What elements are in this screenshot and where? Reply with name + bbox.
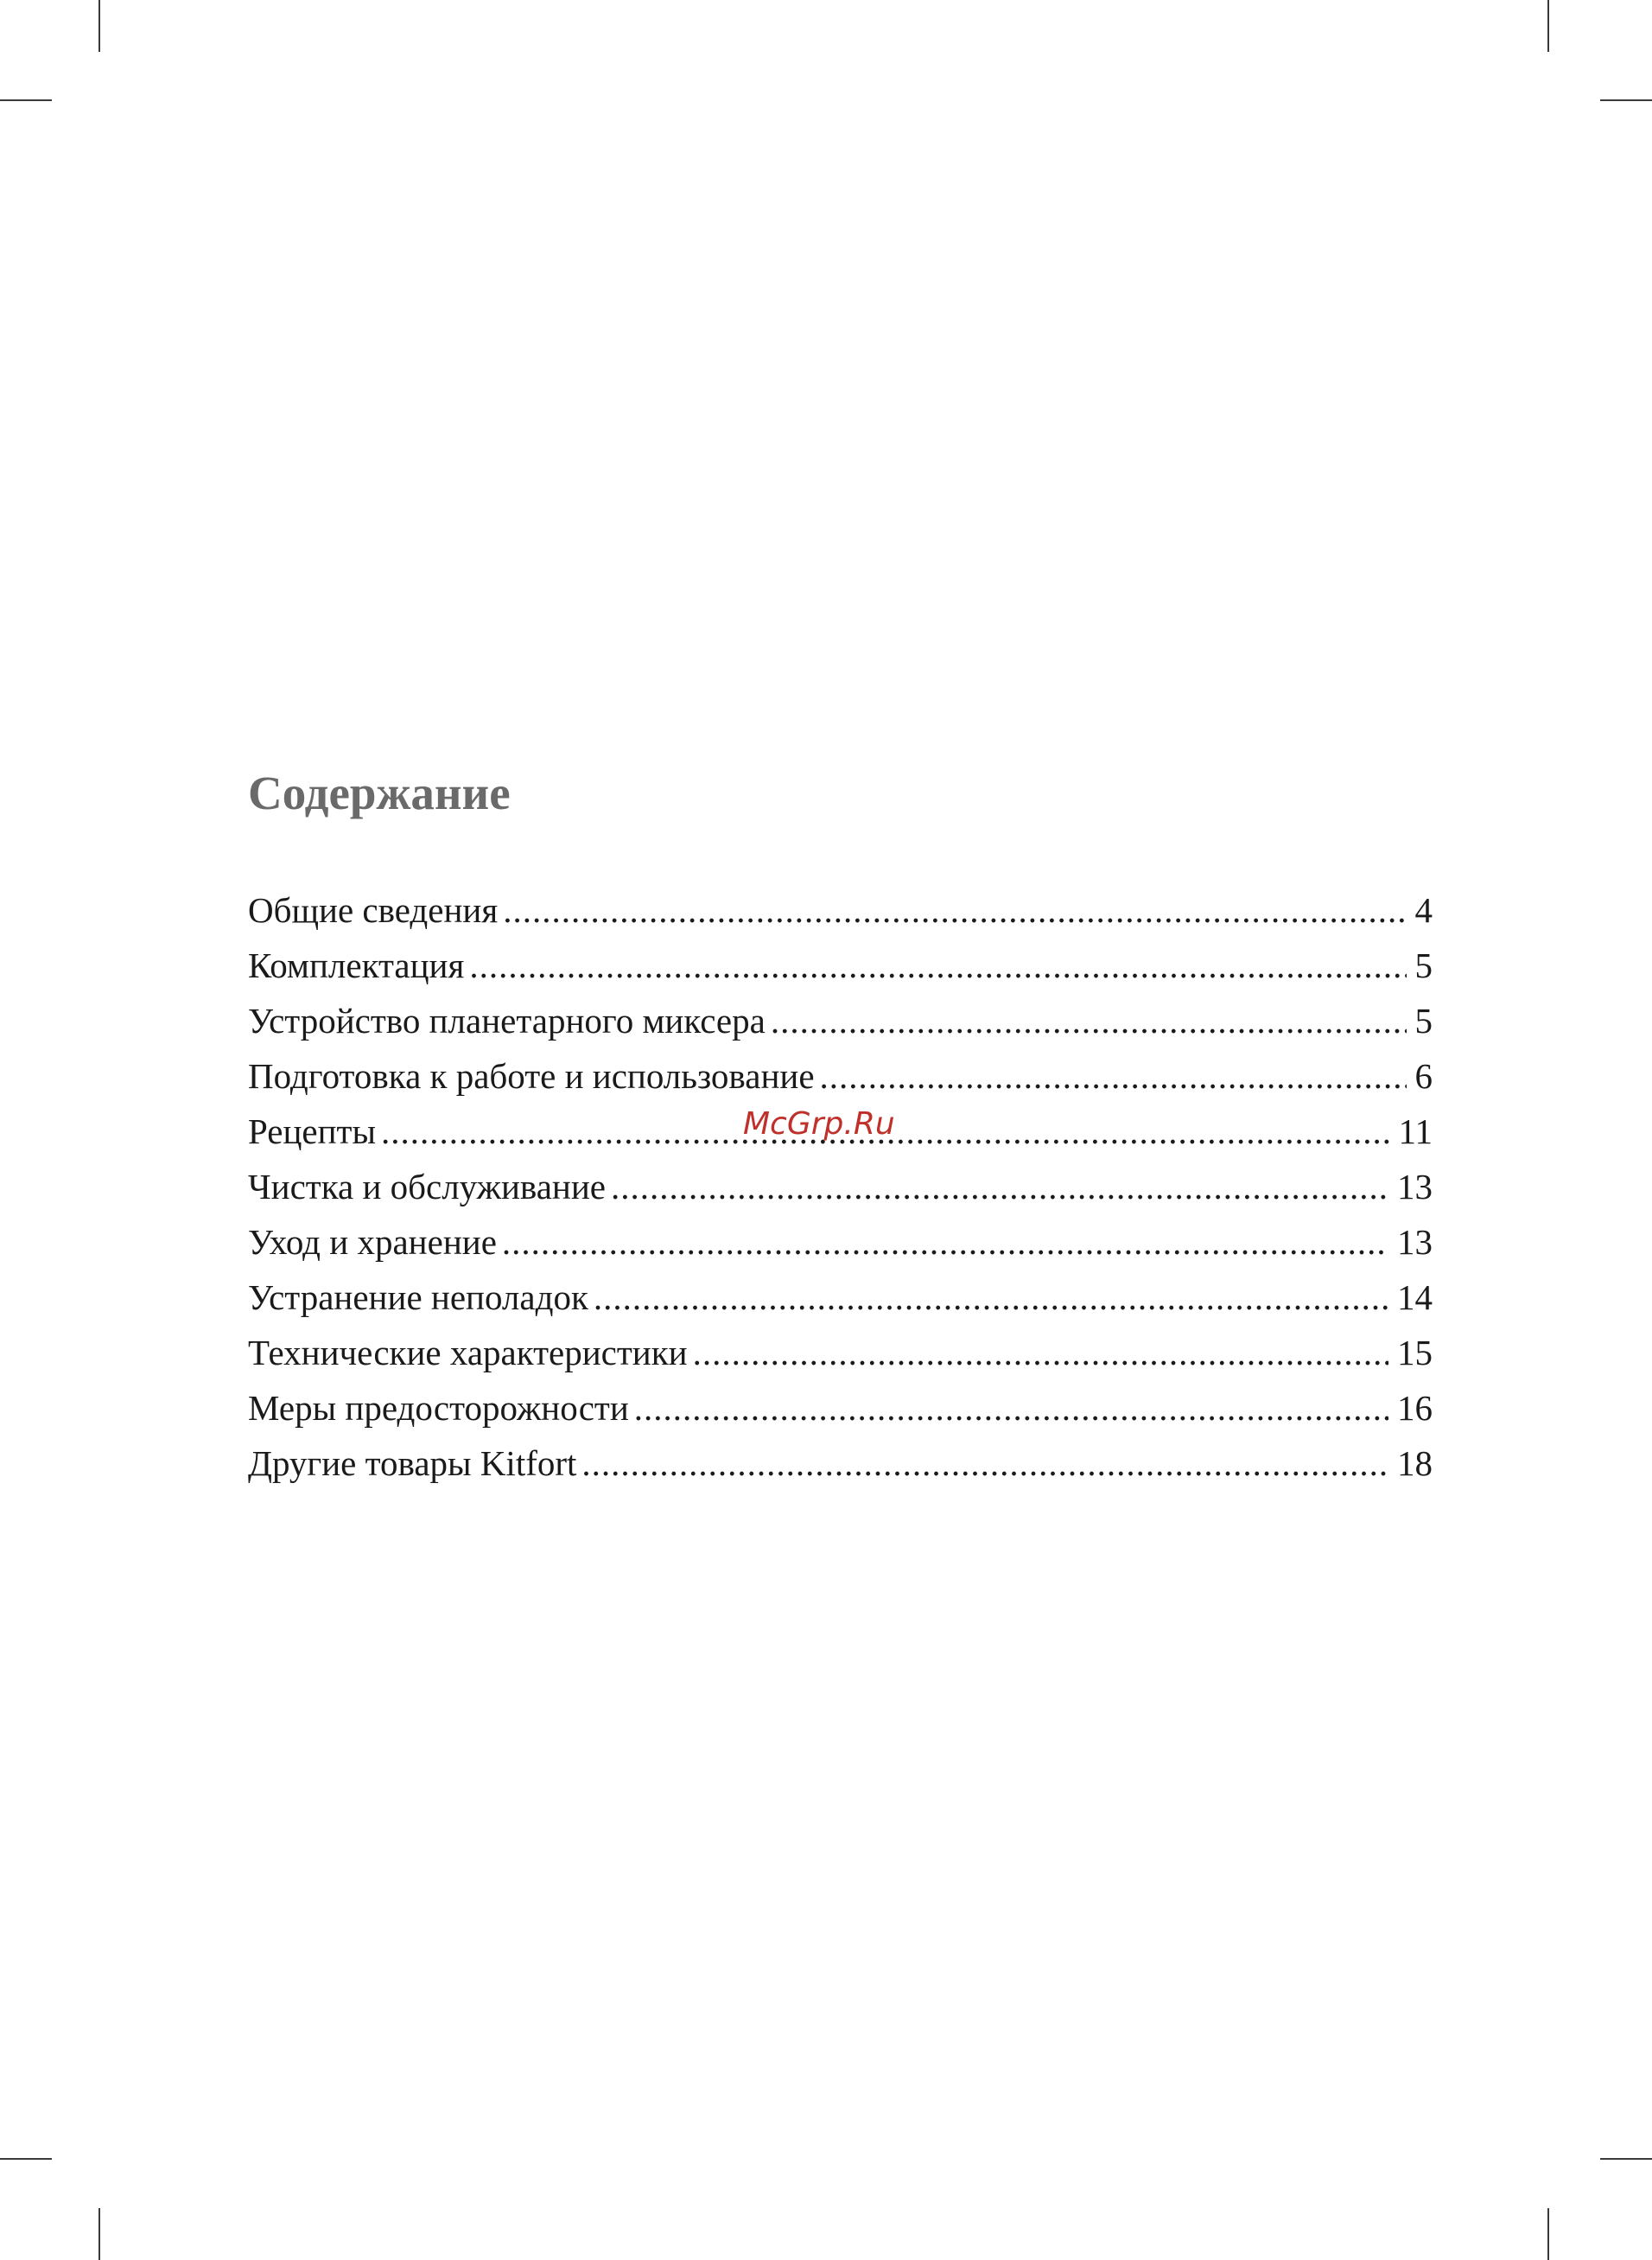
- toc-item[interactable]: [248, 938, 1433, 993]
- toc-item-label: Устройство планетарного миксера: [248, 1001, 766, 1041]
- toc-item[interactable]: [248, 1214, 1433, 1270]
- toc-dot-leader: [611, 1159, 1388, 1214]
- toc-title: Содержание: [248, 767, 511, 819]
- toc-item-label: Уход и хранение: [248, 1222, 497, 1262]
- toc-item-page: 4: [1414, 890, 1433, 930]
- crop-mark-top-right-horizontal: [1600, 99, 1652, 101]
- toc-dot-leader: [771, 993, 1407, 1048]
- toc-item[interactable]: [248, 1325, 1433, 1380]
- crop-mark-bottom-left-horizontal: [0, 2158, 52, 2160]
- toc-item-page: 5: [1414, 1001, 1433, 1041]
- toc-item-label: Подготовка к работе и использование: [248, 1056, 815, 1096]
- toc-item-page: 14: [1397, 1277, 1433, 1317]
- toc-item[interactable]: [248, 1436, 1433, 1491]
- crop-mark-bottom-right-vertical: [1547, 2208, 1549, 2260]
- toc-item-page: 13: [1397, 1167, 1433, 1206]
- crop-mark-bottom-left-vertical: [98, 2208, 100, 2260]
- toc-item-page: 5: [1414, 945, 1433, 985]
- crop-mark-top-right-vertical: [1547, 0, 1549, 52]
- toc-dot-leader: [634, 1380, 1388, 1436]
- toc-item-page: 6: [1414, 1056, 1433, 1096]
- toc-item-label: Другие товары Kitfort: [248, 1443, 577, 1483]
- toc-dot-leader: [469, 938, 1406, 993]
- toc-item-label: Рецепты: [248, 1111, 377, 1151]
- toc-dot-leader: [503, 882, 1406, 938]
- toc-dot-leader: [502, 1214, 1388, 1270]
- toc-item[interactable]: [248, 1380, 1433, 1436]
- toc-item-label: Устранение неполадок: [248, 1277, 588, 1317]
- toc-item-label: Технические характеристики: [248, 1333, 688, 1372]
- toc-item[interactable]: [248, 993, 1433, 1048]
- toc-item[interactable]: [248, 882, 1433, 938]
- toc-item-page: 15: [1397, 1333, 1433, 1372]
- watermark: McGrp.Ru: [743, 1106, 895, 1142]
- toc-item-label: Чистка и обслуживание: [248, 1167, 606, 1206]
- toc-item[interactable]: [248, 1270, 1433, 1325]
- toc-item-page: 16: [1397, 1388, 1433, 1428]
- toc-item-page: 18: [1397, 1443, 1433, 1483]
- toc-item-label: Меры предосторожности: [248, 1388, 629, 1428]
- toc-dot-leader: [820, 1048, 1407, 1104]
- toc-list: [248, 882, 1433, 1491]
- crop-mark-top-left-vertical: [98, 0, 100, 52]
- toc-item-label: Общие сведения: [248, 890, 499, 930]
- toc-item-page: 11: [1398, 1111, 1433, 1151]
- toc-item[interactable]: [248, 1159, 1433, 1214]
- toc-dot-leader: [693, 1325, 1388, 1380]
- toc-item[interactable]: [248, 1048, 1433, 1104]
- crop-mark-bottom-right-horizontal: [1600, 2158, 1652, 2160]
- crop-mark-top-left-horizontal: [0, 99, 52, 101]
- toc-dot-leader: [594, 1270, 1388, 1325]
- toc-item-page: 13: [1397, 1222, 1433, 1262]
- toc-dot-leader: [581, 1436, 1388, 1491]
- toc-item-label: Комплектация: [248, 945, 465, 985]
